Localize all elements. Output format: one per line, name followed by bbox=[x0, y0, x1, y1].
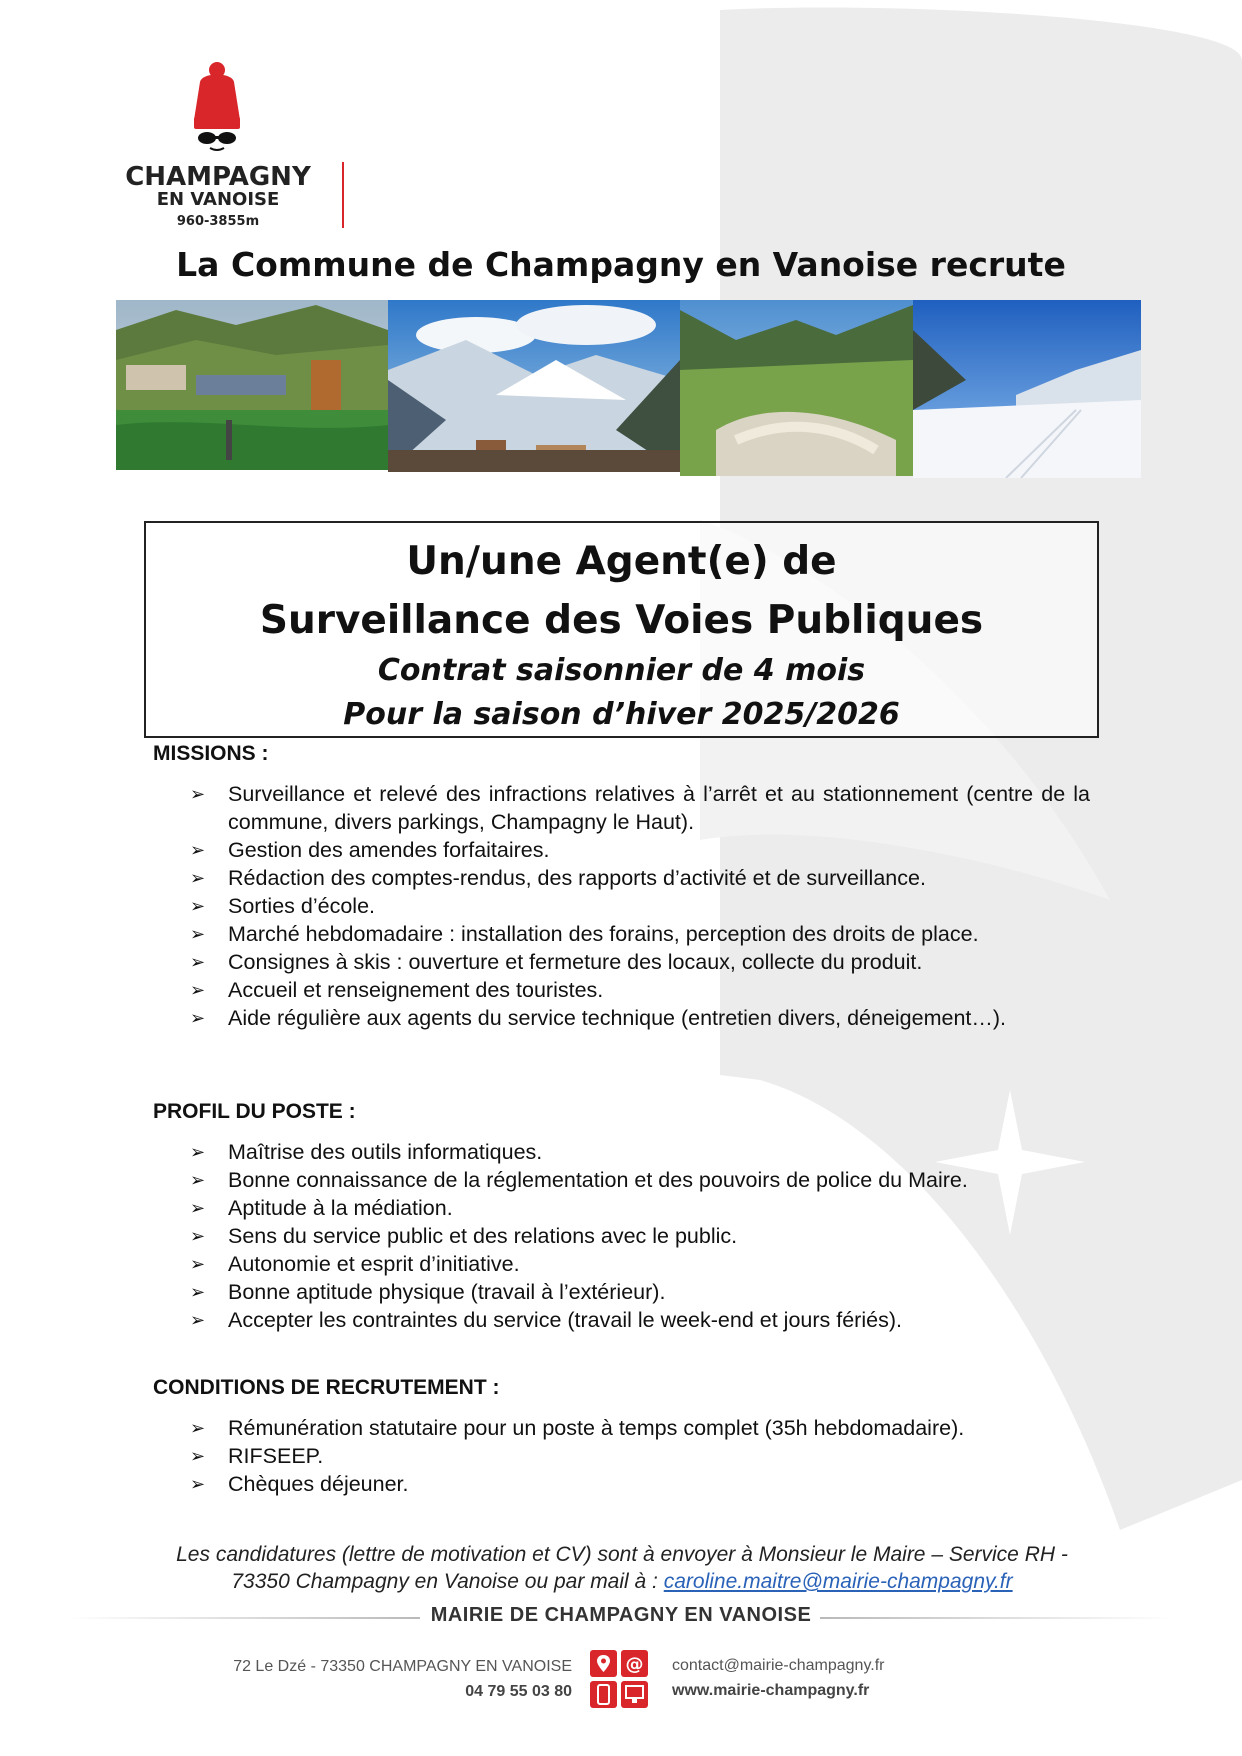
missions-heading: MISSIONS : bbox=[153, 742, 269, 765]
list-item: ➢ Aide régulière aux agents du service technique (entretien divers, déneigement…). bbox=[190, 1006, 1007, 1030]
page-headline: La Commune de Champagny en Vanoise recrute bbox=[176, 245, 1066, 284]
list-item: ➢ Accepter les contraintes du service (travail le week-end et jours fériés). bbox=[190, 1308, 902, 1332]
list-item: ➢ Bonne aptitude physique (travail à l’extérieur). bbox=[190, 1280, 666, 1304]
list-item: ➢ Gestion des amendes forfaitaires. bbox=[190, 838, 550, 862]
at-sign-icon bbox=[621, 1650, 648, 1677]
list-item: ➢ Aptitude à la médiation. bbox=[190, 1196, 453, 1220]
arrow-bullet-icon: ➢ bbox=[190, 1474, 206, 1494]
arrow-bullet-icon: ➢ bbox=[190, 1008, 206, 1028]
logo-line2: EN VANOISE bbox=[156, 189, 280, 210]
list-item: ➢ Accueil et renseignement des touristes. bbox=[190, 978, 604, 1002]
list-item: ➢ Marché hebdomadaire : installation des forains, perception des droits de place. bbox=[190, 922, 979, 946]
arrow-bullet-icon: ➢ bbox=[190, 868, 206, 888]
arrow-bullet-icon: ➢ bbox=[190, 1170, 206, 1190]
photo-snowy-mountains bbox=[388, 300, 680, 472]
footer-address: 72 Le Dzé - 73350 CHAMPAGNY EN VANOISE bbox=[233, 1658, 572, 1675]
profil-list bbox=[190, 1138, 1090, 1334]
list-item: ➢ Autonomie et esprit d’initiative. bbox=[190, 1252, 520, 1276]
arrow-bullet-icon: ➢ bbox=[190, 1198, 206, 1218]
list-item: ➢ RIFSEEP. bbox=[190, 1444, 324, 1468]
profil-heading: PROFIL DU POSTE : bbox=[153, 1100, 356, 1123]
list-item: ➢ Bonne connaissance de la réglementation et des pouvoirs de police du Maire. bbox=[190, 1168, 968, 1192]
footer-title: MAIRIE DE CHAMPAGNY EN VANOISE bbox=[430, 1604, 812, 1626]
arrow-bullet-icon: ➢ bbox=[190, 952, 206, 972]
arrow-bullet-icon: ➢ bbox=[190, 1310, 206, 1330]
footer-email[interactable]: contact@mairie-champagny.fr bbox=[672, 1657, 885, 1674]
job-title-line1: Un/une Agent(e) de bbox=[406, 539, 837, 584]
arrow-bullet-icon: ➢ bbox=[190, 896, 206, 916]
arrow-bullet-icon: ➢ bbox=[190, 1226, 206, 1246]
arrow-bullet-icon: ➢ bbox=[190, 784, 206, 804]
arrow-bullet-icon: ➢ bbox=[190, 840, 206, 860]
list-item: ➢ Sens du service public et des relations avec le public. bbox=[190, 1224, 738, 1248]
footer-website[interactable]: www.mairie-champagny.fr bbox=[672, 1682, 870, 1699]
arrow-bullet-icon: ➢ bbox=[190, 1254, 206, 1274]
arrow-bullet-icon: ➢ bbox=[190, 980, 206, 1000]
photo-village-playground bbox=[116, 300, 388, 470]
logo-line1: CHAMPAGNY bbox=[125, 162, 311, 192]
photo-strip bbox=[116, 300, 1141, 478]
svg-text:@: @ bbox=[625, 1654, 644, 1675]
list-item: ➢ Maîtrise des outils informatiques. bbox=[190, 1140, 543, 1164]
list-item: ➢ Surveillance et relevé des infractions relatives à l’arrêt et au stationnement (centre de la commune, divers parkings, Champagny le Haut). bbox=[190, 782, 1090, 834]
application-text: Les candidatures (lettre de motivation et CV) sont à envoyer à Monsieur le Maire – Service RH - 73350 Champagny en Vanoise ou par mail à : bbox=[176, 1543, 1068, 1593]
list-item: ➢ Chèques déjeuner. bbox=[190, 1472, 409, 1496]
list-item: ➢ Sorties d’école. bbox=[190, 894, 375, 918]
arrow-bullet-icon: ➢ bbox=[190, 1446, 206, 1466]
application-instructions bbox=[153, 1541, 1091, 1595]
arrow-bullet-icon: ➢ bbox=[190, 1418, 206, 1438]
logo-divider bbox=[342, 162, 344, 228]
conditions-list bbox=[190, 1414, 1090, 1498]
job-title-line2: Surveillance des Voies Publiques bbox=[259, 598, 984, 643]
conditions-heading: CONDITIONS DE RECRUTEMENT : bbox=[153, 1376, 500, 1399]
contract-season: Pour la saison d’hiver 2025/2026 bbox=[343, 697, 900, 732]
monitor-icon bbox=[621, 1681, 648, 1708]
contact-icons bbox=[590, 1650, 650, 1710]
list-item: ➢ Rémunération statutaire pour un poste à temps complet (35h hebdomadaire). bbox=[190, 1416, 965, 1440]
photo-green-valley bbox=[680, 300, 913, 476]
hat-mascot-icon bbox=[194, 62, 240, 150]
arrow-bullet-icon: ➢ bbox=[190, 1142, 206, 1162]
location-pin-icon bbox=[590, 1650, 617, 1677]
arrow-bullet-icon: ➢ bbox=[190, 1282, 206, 1302]
arrow-bullet-icon: ➢ bbox=[190, 924, 206, 944]
champagny-logo bbox=[110, 62, 330, 232]
logo-altitude: 960-3855m bbox=[176, 214, 260, 229]
list-item: ➢ Rédaction des comptes-rendus, des rapports d’activité et de surveillance. bbox=[190, 866, 926, 890]
list-item: ➢ Consignes à skis : ouverture et fermeture des locaux, collecte du produit. bbox=[190, 950, 923, 974]
application-email-link[interactable]: caroline.maitre@mairie-champagny.fr bbox=[663, 1570, 1013, 1593]
job-title-box bbox=[144, 521, 1099, 738]
missions-list bbox=[190, 780, 1090, 1032]
footer-phone: 04 79 55 03 80 bbox=[465, 1683, 572, 1700]
phone-icon bbox=[590, 1681, 617, 1708]
footer-rule-right bbox=[820, 1617, 1172, 1619]
photo-snowy-track bbox=[913, 300, 1141, 478]
contract-type: Contrat saisonnier de 4 mois bbox=[377, 653, 866, 688]
